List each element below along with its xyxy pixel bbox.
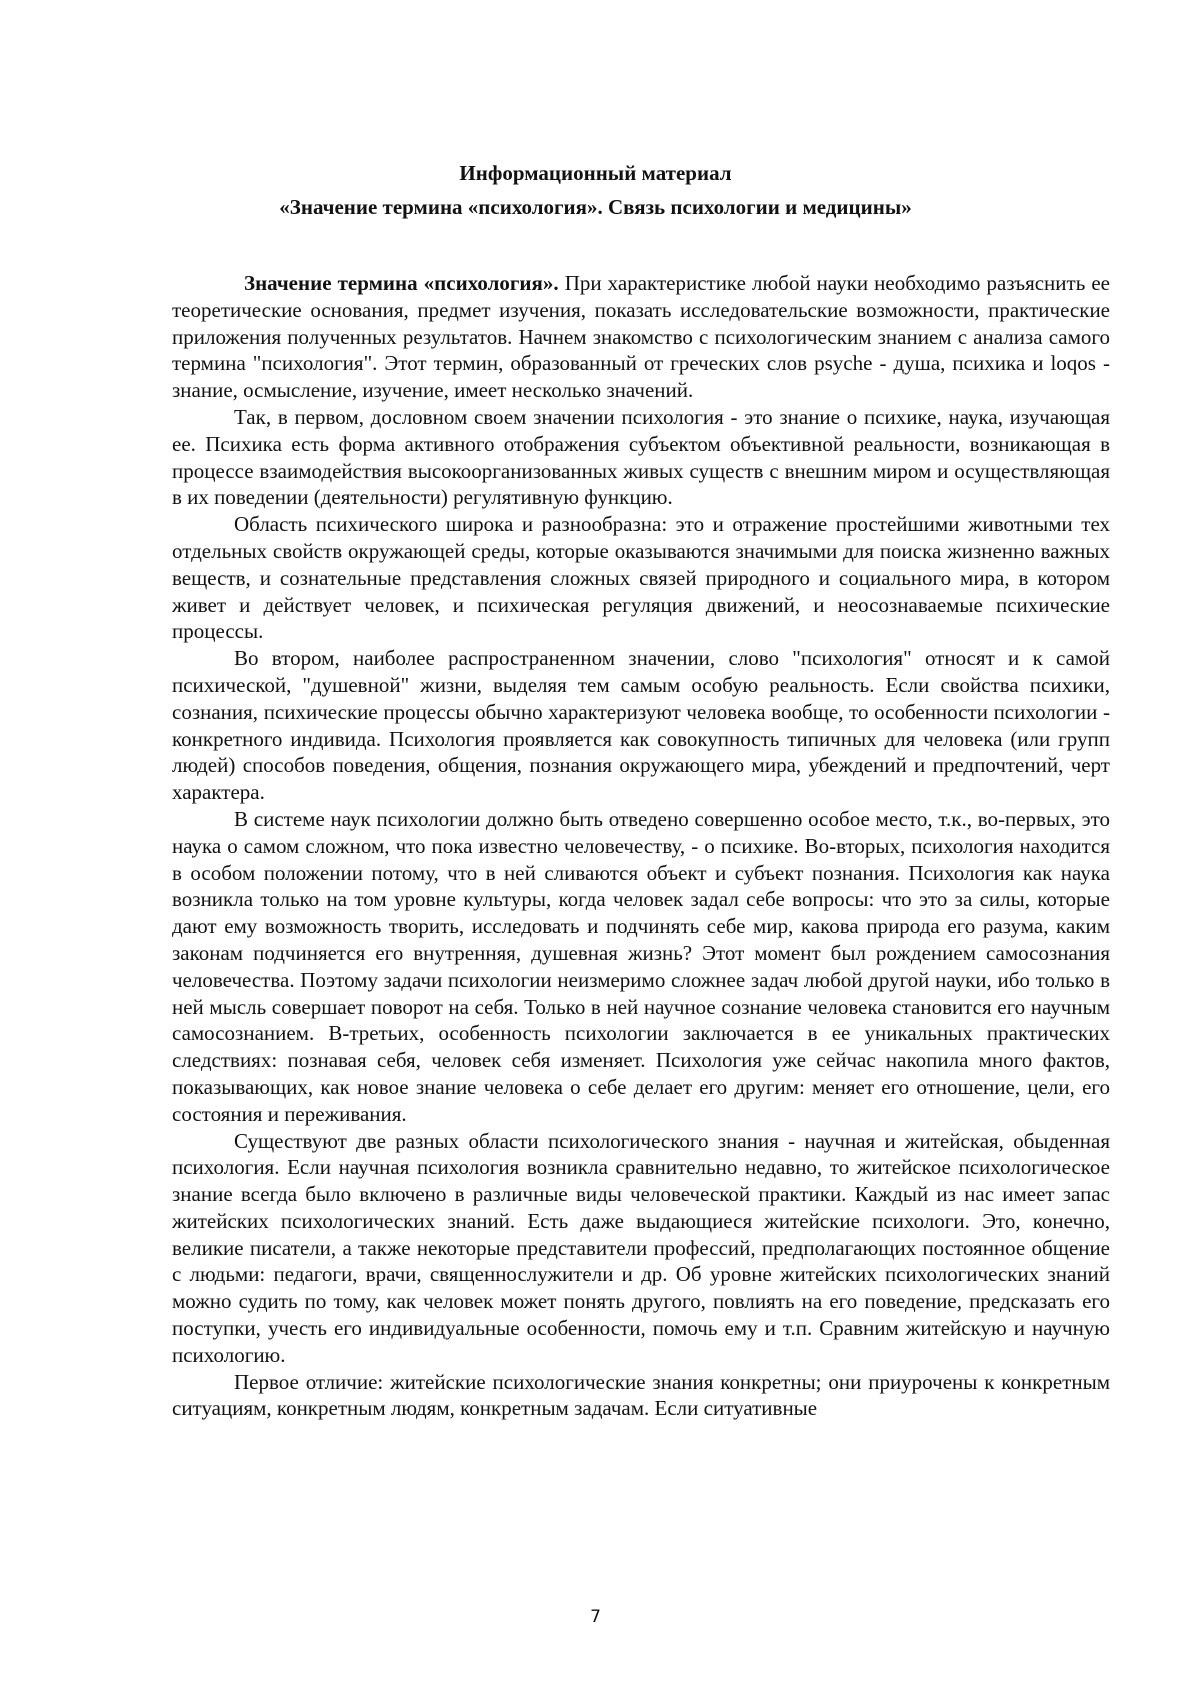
paragraph: Существуют две разных области психологического знания - научная и житейская, обыденная психология. Если научная психология возникла сравнительно недавно, то житейское психологическое знание всегда было включено в различные виды человеческой практики. Каждый из нас имеет запас житейских психологических знаний. Есть даже выдающиеся житейские психологи. Это, конечно, великие писатели, а также некоторые представители профессий, предполагающих постоянное общение с людьми: педагоги, врачи, священнослужители и др. Об уровне житейских психологических знаний можно судить по тому, как человек может понять другого, повлиять на его поведение, предсказать его поступки, учесть его индивидуальные особенности, помочь ему и т.п. Сравним житейскую и научную психологию.: [172, 1128, 1110, 1367]
paragraph: В системе наук психологии должно быть отведено совершенно особое место, т.к., во-первых, это наука о самом сложном, что пока известно человечеству, - о психике. Во-вторых, психология находится в особом положении потому, что в ней сливаются объект и субъект познания. Психология как наука возникла только на том уровне культуры, когда человек задал себе вопросы: что это за силы, которые дают ему возможность творить, исследовать и подчинять себе мир, какова природа его разума, каким законам подчиняется его внутренняя, душевная жизнь? Этот момент был рождением самосознания человечества. Поэтому задачи психологии неизмеримо сложнее задач любой другой науки, ибо только в ней мысль совершает поворот на себя. Только в ней научное сознание человека становится его научным самосознанием. В-третьих, особенность психологии заключается в ее уникальных практических следствиях: познавая себя, человек себя изменяет. Психология уже сейчас накопила много фактов, показывающих, как новое знание человека о себе делает его другим: меняет его отношение, цели, его состояния и переживания.: [172, 806, 1110, 1126]
page-number: 7: [590, 1607, 601, 1627]
paragraph-text: При характеристике любой науки необходимо разъяснить ее теоретические основания, предмет изучения, показать исследовательские возможности, практические приложения полученных результатов. Начнем знакомство с психологическим знанием с анализа самого термина "психология". Этот термин, образованный от греческих слов psyche - душа, психика и loqos - знание, осмысление, изучение, имеет несколько значений.: [172, 271, 1110, 403]
body-text: [172, 270, 1110, 1422]
document-header: [0, 156, 1191, 224]
paragraph: Во втором, наиболее распространенном значении, слово "психология" относят и к самой психической, "душевной" жизни, выделяя тем самым особую реальность. Если свойства психики, сознания, психические процессы обычно характеризуют человека вообще, то особенности психологии - конкретного индивида. Психология проявляется как совокупность типичных для человека (или групп людей) способов поведения, общения, познания окружающего мира, убеждений и предпочтений, черт характера.: [172, 646, 1110, 805]
paragraph-lead-heading: Значение термина «психология».: [244, 271, 559, 295]
paragraph: Область психического широка и разнообразна: это и отражение простейшими животными тех отдельных свойств окружающей среды, которые оказываются значимыми для поиска жизненно важных веществ, и сознательные представления сложных связей природного и социального мира, в котором живет и действует человек, и психическая регуляция движений, и неосознаваемые психические процессы.: [172, 512, 1110, 644]
document-title: Информационный материал: [459, 161, 732, 185]
paragraph: Так, в первом, дословном своем значении психология - это знание о психике, наука, изучающая ее. Психика есть форма активного отображения субъектом объективной реальности, возникающая в процессе взаимодействия высокоорганизованных живых существ с внешним миром и осуществляющая в их поведении (деятельности) регулятивную функцию.: [172, 404, 1110, 510]
document-subtitle: «Значение термина «психология». Связь психологии и медицины»: [279, 195, 912, 219]
paragraph: [172, 270, 1110, 404]
paragraph: Первое отличие: житейские психологические знания конкретны; они приурочены к конкретным ситуациям, конкретным людям, конкретным задачам. Если ситуативные: [172, 1369, 1110, 1421]
